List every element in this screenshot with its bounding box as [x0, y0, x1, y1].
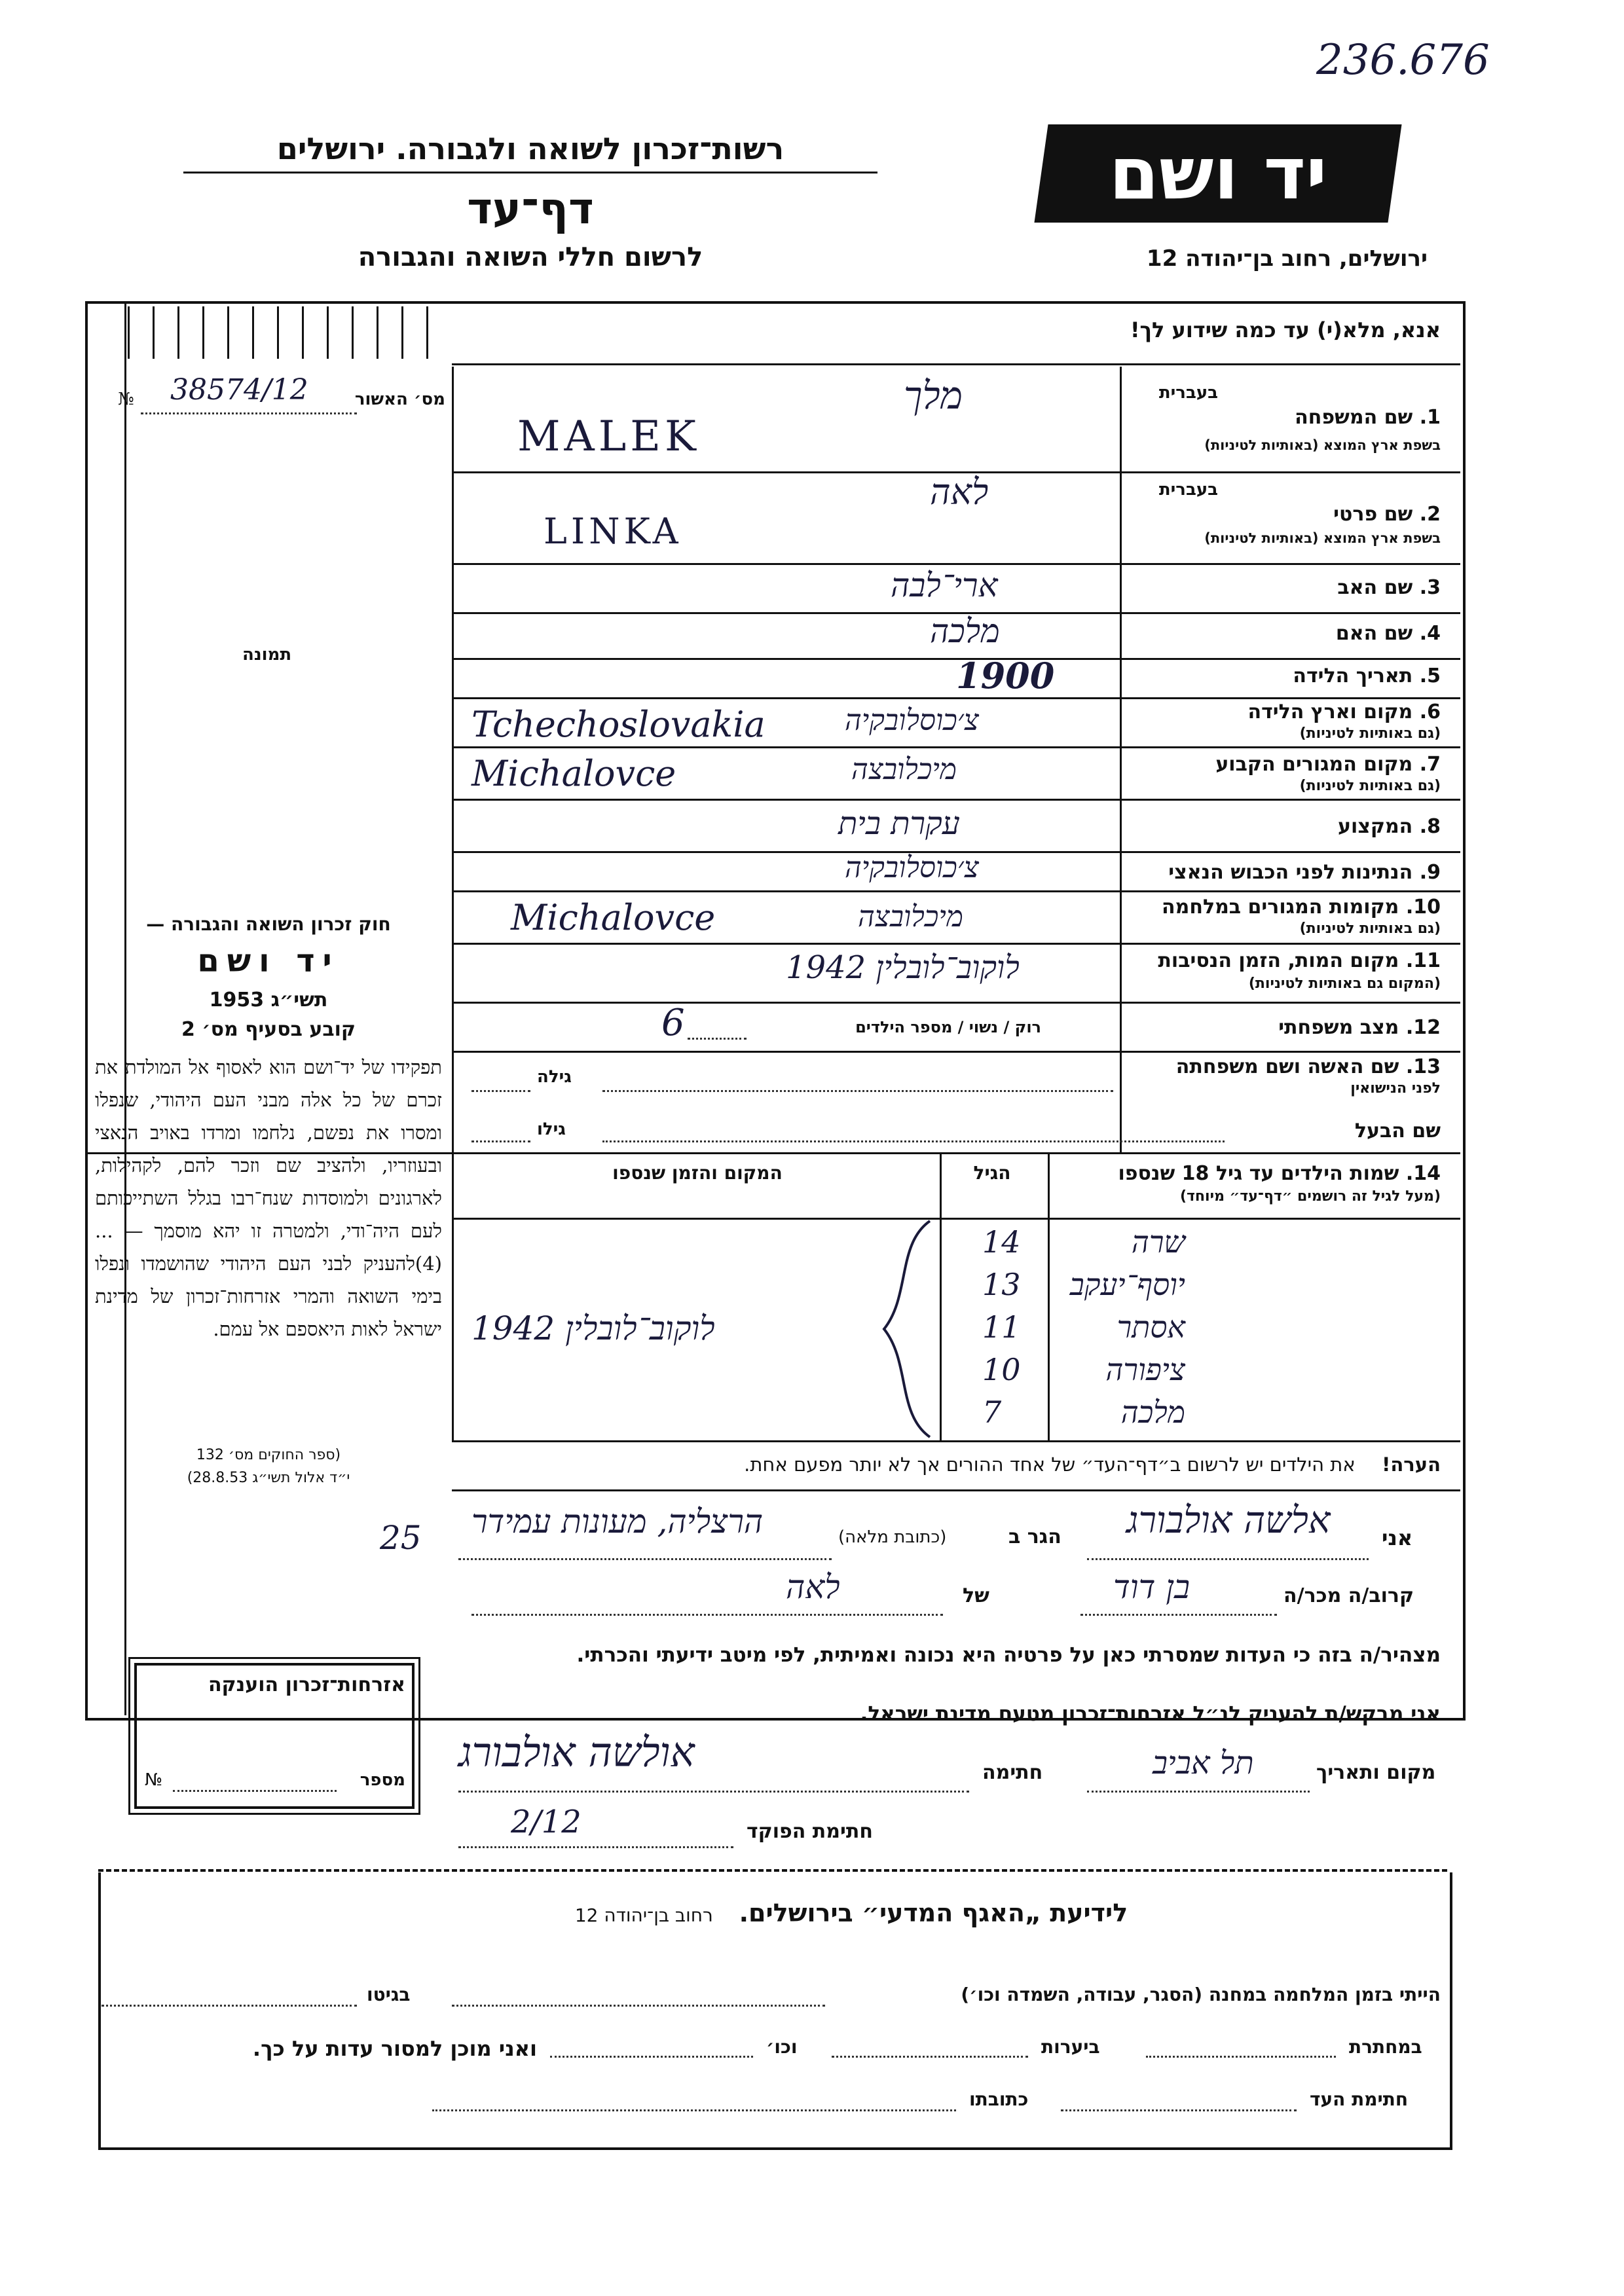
- instruction: אנא, מלא(י) עד כמה שידוע לך!: [1130, 318, 1441, 342]
- field-5-text: תאריך הלידה: [1293, 665, 1413, 687]
- field-12-value: 6: [661, 1002, 685, 1044]
- field-13-num: 13.: [1405, 1055, 1441, 1078]
- child-age: 14: [982, 1224, 1021, 1260]
- left-column-divider: [452, 367, 454, 1152]
- field-13-sub: לפני הנישואין: [1350, 1080, 1441, 1097]
- footer-title-text: לידיעת „האגף המדעי״ בירושלים.: [739, 1899, 1128, 1927]
- field-10-hebrew: מיכלובצה: [858, 900, 964, 934]
- approval-label: מס׳ האשור: [354, 390, 445, 409]
- field-9-text: הנתינות לפני הכבוש הנאצי: [1168, 861, 1413, 884]
- place-date-label: מקום ותאריך: [1316, 1761, 1436, 1784]
- field-2-text: שם פרטי: [1333, 503, 1413, 526]
- footer-willing: ואני מוכן למסור עדות על כך.: [252, 2036, 537, 2061]
- law-ref-1: (ספר החוקים מס׳ 132: [196, 1447, 341, 1463]
- field-13-text: שם האשה ושם משפחתה: [1175, 1055, 1399, 1078]
- field-13-age-label: גילה: [537, 1067, 572, 1087]
- label-column-divider: [1120, 367, 1122, 1152]
- field-6-latin: Tchechoslovakia: [471, 704, 766, 745]
- declarant-address: הרצליה, מעונות עמידר: [471, 1503, 764, 1540]
- children-header-sub: (מעל לגיל זה רושמים ״דף־עד״ מיוחד): [1179, 1188, 1441, 1205]
- law-year: תשי״ג 1953: [209, 989, 328, 1011]
- declarant-relation: בן דוד: [1113, 1568, 1190, 1606]
- field-4-value: מלכה: [930, 612, 1000, 650]
- declarant-of-name: לאה: [786, 1568, 840, 1606]
- field-11-value: לוקוב־לובלין 1942: [786, 949, 1020, 986]
- archive-number: 236.676: [1316, 36, 1490, 84]
- field-1-num: 1.: [1419, 406, 1441, 429]
- child-age: 10: [982, 1352, 1021, 1387]
- law-ref-2: י״ד אלול תשי״ג 28.8.53): [187, 1470, 350, 1486]
- request-text: אני מבקש/ת להעניק לנ״ל אזרחות־זכרון מטעם מדינת ישראל.: [860, 1702, 1441, 1726]
- husband-label: שם הבעל: [1354, 1120, 1441, 1142]
- page-subtitle: לרשום חללי השואה והגבורה: [358, 242, 703, 272]
- field-6-label: [1126, 701, 1441, 723]
- footer-witness-sig-label: חתימת העד: [1310, 2088, 1409, 2110]
- footer-line-1-end: בגיטו: [367, 1984, 411, 2005]
- field-12-label: [1126, 1016, 1441, 1039]
- citizenship-number-label: מספר: [360, 1770, 405, 1790]
- field-12-options: רוק / נשוי / מספר הילדים: [855, 1018, 1041, 1036]
- declarant-signature: אולשה אולבורג: [458, 1728, 695, 1776]
- field-2-hebrew: לאה: [930, 471, 989, 513]
- field-10-latin: Michalovce: [511, 897, 716, 938]
- signature-label: חתימה: [982, 1761, 1043, 1784]
- instruction-rule: [452, 363, 1460, 365]
- child-age: 13: [982, 1267, 1021, 1302]
- field-4-num: 4.: [1419, 622, 1441, 645]
- authority-name: רשות־זכרון לשואה ולגבורה. ירושלים: [276, 131, 784, 166]
- field-3-label: [1126, 576, 1441, 599]
- field-10-num: 10.: [1405, 896, 1441, 919]
- field-12-num: 12.: [1405, 1016, 1441, 1039]
- field-9-label: [1126, 861, 1441, 884]
- declarant-name: אלשה אולבורג: [1126, 1499, 1331, 1542]
- child-name: מלכה: [1120, 1394, 1185, 1430]
- field-9-num: 9.: [1419, 861, 1441, 884]
- field-8-label: [1126, 815, 1441, 838]
- footer-underground: במחתרת: [1349, 2036, 1422, 2058]
- approval-no-prefix: №: [118, 390, 134, 409]
- field-5-num: 5.: [1419, 665, 1441, 687]
- declarant-of-label: של: [963, 1584, 989, 1607]
- field-7-text: מקום המגורים הקבוע: [1215, 753, 1413, 776]
- declarant-relation-label: קרוב/ה מכר/ה: [1283, 1584, 1414, 1607]
- field-1-hebrew: מלך: [904, 373, 963, 418]
- field-8-value: עקרת בית: [838, 805, 960, 842]
- field-7-hebrew: מיכלובצה: [851, 753, 957, 786]
- field-6-sub: (גם באותיות לטיניות): [1299, 725, 1441, 742]
- field-10-text: מקומות המגורים במלחמה: [1162, 896, 1399, 919]
- note-label: הערה!: [1382, 1453, 1441, 1476]
- field-9-value: צ׳כוסלובקיה: [845, 851, 979, 884]
- field-10-label: [1126, 896, 1441, 919]
- law-org: יד ושם: [197, 943, 340, 979]
- field-8-text: המקצוע: [1337, 815, 1413, 838]
- child-row: [452, 1352, 1460, 1391]
- law-clause: קובע בסעיף מס׳ 2: [181, 1018, 356, 1041]
- field-7-latin: Michalovce: [471, 753, 676, 794]
- field-12-text: מצב משפחתי: [1278, 1016, 1399, 1039]
- authority-underline: [183, 172, 877, 173]
- child-name: יוסף־יעקב: [1069, 1267, 1185, 1302]
- field-6-text: מקום וארץ הלידה: [1247, 701, 1413, 723]
- field-3-value: ארי־לבה: [891, 566, 998, 604]
- logo-address: ירושלים, רחוב בן־יהודה 12: [1146, 246, 1428, 272]
- photo-column-ticks: [128, 306, 442, 359]
- children-header-num: 14.: [1405, 1162, 1441, 1185]
- field-7-sub: (גם באותיות לטיניות): [1299, 778, 1441, 794]
- field-11-sub: (המקום גם באותיות לטיניות): [1248, 975, 1441, 992]
- child-row: [452, 1224, 1460, 1264]
- field-2-latin: LINKA: [544, 511, 682, 552]
- field-11-text: מקום המות, הזמן הנסיבות: [1158, 949, 1399, 972]
- field-6-num: 6.: [1419, 701, 1441, 723]
- citizenship-title: אזרחות־זכרון הוענקה: [208, 1673, 405, 1696]
- field-7-num: 7.: [1419, 753, 1441, 776]
- law-title: חוק זכרון השואה והגבורה —: [146, 913, 391, 935]
- field-4-label: [1126, 622, 1441, 645]
- field-2-sub: בשפת ארץ המוצא (באותיות לטיניות): [1204, 530, 1441, 546]
- note: [458, 1453, 1441, 1476]
- children-header-text: שמות הילדים עד גיל 18 שנספו: [1118, 1162, 1399, 1185]
- field-5-value: 1900: [956, 655, 1055, 697]
- officer-signature: 2/12: [511, 1804, 581, 1840]
- officer-label: חתימת הפוקד: [747, 1820, 873, 1843]
- field-11-num: 11.: [1405, 949, 1441, 972]
- child-age: 7: [982, 1394, 1002, 1430]
- footer-etc: וכו׳: [766, 2036, 798, 2058]
- photo-label: תמונה: [242, 645, 292, 665]
- field-1-label: [1126, 406, 1441, 429]
- field-4-text: שם האם: [1335, 622, 1413, 645]
- declarant-address-hint: (כתובת מלאה): [838, 1527, 947, 1547]
- field-1-sub: בשפת ארץ המוצא (באותיות לטיניות): [1204, 437, 1441, 453]
- children-bracket: [871, 1218, 936, 1440]
- approval-number: 38574/12: [170, 373, 308, 407]
- children-place-header: המקום והזמן שנספו: [612, 1162, 783, 1184]
- hebrew-label-1: בעברית: [1158, 383, 1218, 403]
- field-7-label: [1126, 753, 1441, 776]
- child-name: ציפורה: [1105, 1352, 1185, 1387]
- field-11-label: [1126, 949, 1441, 972]
- footer-line-1: הייתי בזמן המלחמה במחנה (הסגר, עבודה, השמדה וכו׳): [961, 1984, 1441, 2005]
- field-5-label: [1126, 665, 1441, 687]
- field-1-latin: MALEK: [517, 412, 700, 461]
- child-row: [452, 1394, 1460, 1434]
- footer-address: רחוב בן־יהודה 12: [574, 1904, 713, 1926]
- footer-forests: ביערות: [1041, 2036, 1100, 2058]
- logo-text: יד ושם: [1109, 132, 1327, 215]
- children-age-header: הגיל: [973, 1162, 1011, 1184]
- field-13-label: [1126, 1055, 1441, 1078]
- field-1-text: שם המשפחה: [1295, 406, 1413, 429]
- yad-vashem-logo: [1034, 124, 1401, 223]
- field-10-sub: (גם באותיות לטיניות): [1299, 920, 1441, 937]
- field-3-num: 3.: [1419, 576, 1441, 599]
- page-title: דף־עד: [467, 183, 594, 234]
- child-name: אסתר: [1116, 1309, 1185, 1345]
- citizenship-no-prefix: №: [145, 1770, 163, 1790]
- note-text: את הילדים יש לרשום ב״דף־העד״ של אחד ההורים אך לא יותר מפעם אחת.: [744, 1453, 1356, 1476]
- child-row: [452, 1267, 1460, 1306]
- declarant-living-label: הגר ב: [1008, 1525, 1061, 1548]
- field-2-num: 2.: [1419, 503, 1441, 526]
- field-6-hebrew: צ׳כוסלובקיה: [845, 704, 979, 737]
- declaration-text: מצהיר/ה בזה כי העדות שמסרתי כאן על פרטיה היא נכונה ואמיתית, לפי מיטב ידיעתי והכרתי.: [576, 1643, 1441, 1667]
- field-2-label: [1126, 503, 1441, 526]
- place-date: תל אביב: [1153, 1745, 1254, 1781]
- hebrew-label-2: בעברית: [1158, 480, 1218, 500]
- husband-age-label: גילו: [537, 1120, 566, 1139]
- child-age: 11: [982, 1309, 1021, 1345]
- citizenship-box: [134, 1663, 415, 1809]
- declarant-i-label: אני: [1382, 1525, 1413, 1550]
- child-name: שרה: [1131, 1224, 1185, 1260]
- law-text: תפקידו של יד־ושם הוא לאסוף אל המולדת את זכרם של כל אלה מבני העם היהודי, שנפלו ומסרו את נפשם, נלחמו ומרדו באויב הנאצי ובעוזריו, ולהציב שם וזכר להם, לקהילות, לארגונים ולמוסדות שנח־רבו בגלל השתייכותם לעם היה־ודי, ולמטרה זו יהא מוסמך — ...(4)להעניק לבני העם היהודי שהושמדו ונפלו בימי השואה והמרי אזרחות־זכרון של מדינת ישראל לאות היאספם אל עמם.: [95, 1056, 442, 1340]
- field-8-num: 8.: [1419, 815, 1441, 838]
- declarant-apt: 25: [380, 1519, 422, 1557]
- children-header: [1054, 1162, 1441, 1185]
- footer-address-label: כתובתו: [969, 2088, 1029, 2110]
- field-3-text: שם האב: [1337, 576, 1413, 599]
- children-place-value: לוקוב־לובלין 1942: [471, 1309, 715, 1347]
- footer-frame: [98, 1872, 1452, 2150]
